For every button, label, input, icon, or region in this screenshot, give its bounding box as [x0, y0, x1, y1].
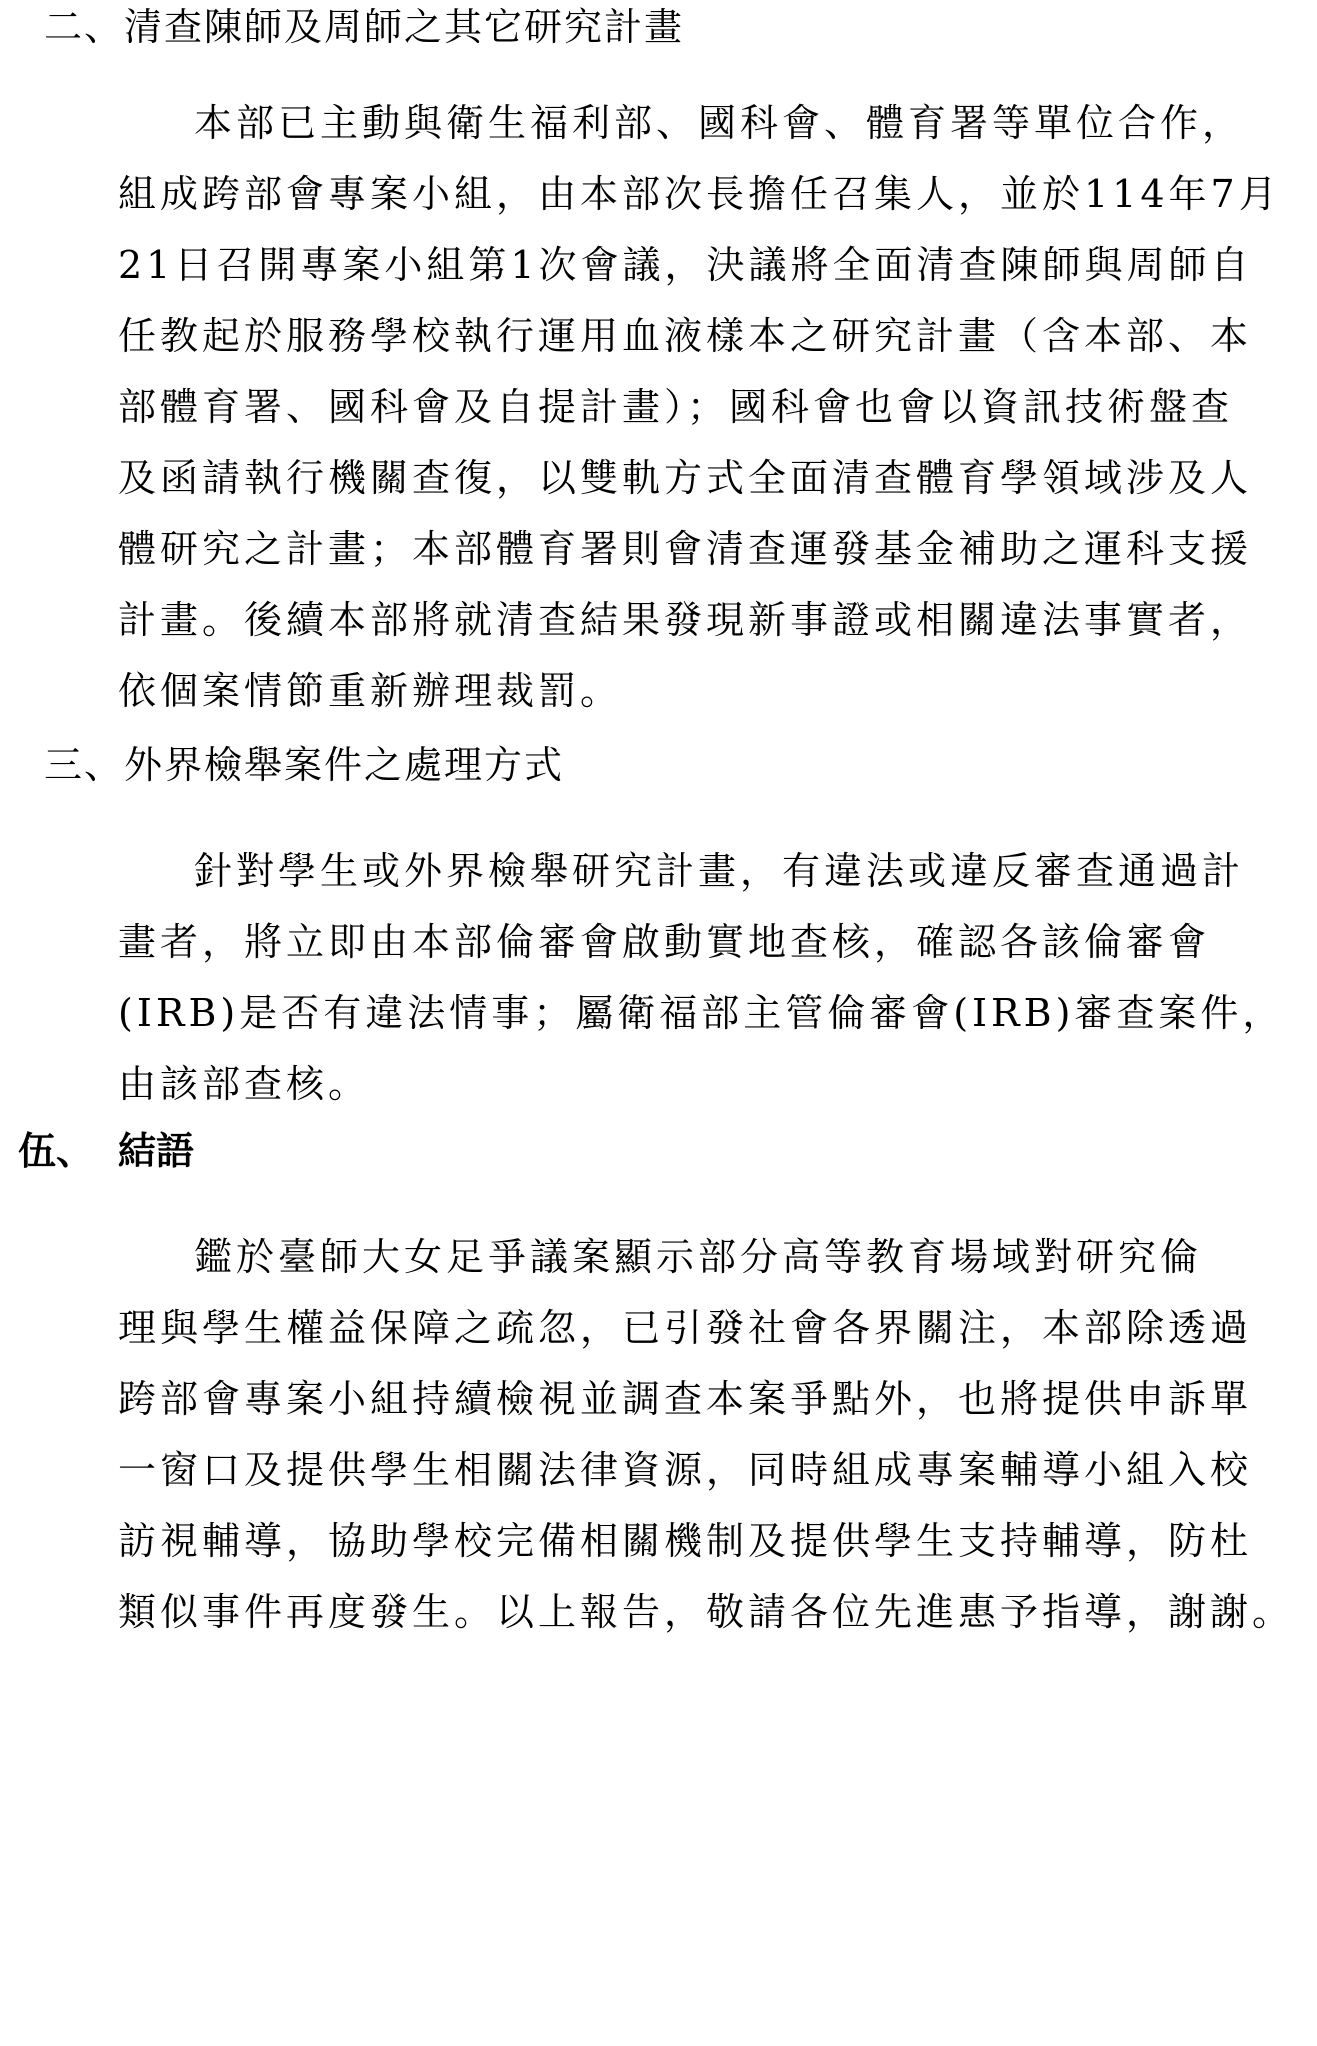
- paragraph-line: 訪視輔導，協助學校完備相關機制及提供學生支持輔導，防杜: [118, 1519, 1253, 1563]
- paragraph-line: 及函請執行機關查復，以雙軌方式全面清查體育學領域涉及人: [118, 456, 1253, 500]
- section-two-paragraph: [118, 88, 1281, 727]
- paragraph-line: 類似事件再度發生。以上報告，敬請各位先進惠予指導，謝謝。: [118, 1590, 1295, 1634]
- paragraph-line: 21日召開專案小組第1次會議，決議將全面清查陳師與周師自: [118, 243, 1253, 287]
- paragraph-line: (IRB)是否有違法情事；屬衛福部主管倫審會(IRB)審查案件，: [118, 991, 1285, 1035]
- section-five-paragraph: [118, 1222, 1294, 1648]
- section-five-heading: [18, 1126, 194, 1176]
- paragraph-line: 畫者，將立即由本部倫審會啟動實地查核，確認各該倫審會: [118, 920, 1211, 964]
- section-three-paragraph: [118, 836, 1284, 1120]
- section-five-title: 結語: [118, 1128, 195, 1173]
- paragraph-line: 鑑於臺師大女足爭議案顯示部分高等教育場域對研究倫: [194, 1235, 1203, 1279]
- paragraph-line: 體研究之計畫；本部體育署則會清查運發基金補助之運科支援: [118, 527, 1253, 571]
- paragraph-line: 任教起於服務學校執行運用血液樣本之研究計畫（含本部、本: [118, 314, 1253, 358]
- section-three-heading: 三、外界檢舉案件之處理方式: [44, 743, 565, 787]
- paragraph-line: 依個案情節重新辦理裁罰。: [118, 669, 623, 713]
- paragraph-line: 由該部查核。: [118, 1062, 371, 1106]
- paragraph-line: 一窗口及提供學生相關法律資源，同時組成專案輔導小組入校: [118, 1448, 1253, 1492]
- paragraph-line: 理與學生權益保障之疏忽，已引發社會各界關注，本部除透過: [118, 1306, 1253, 1350]
- paragraph-line: 本部已主動與衛生福利部、國科會、體育署等單位合作，: [194, 101, 1245, 145]
- paragraph-line: 針對學生或外界檢舉研究計畫，有違法或違反審查通過計: [194, 849, 1245, 893]
- section-two-heading: 二、清查陳師及周師之其它研究計畫: [44, 5, 685, 49]
- paragraph-line: 計畫。後續本部將就清查結果發現新事證或相關違法事實者，: [118, 598, 1253, 642]
- paragraph-line: 部體育署、國科會及自提計畫）；國科會也會以資訊技術盤查: [118, 385, 1234, 429]
- paragraph-line: 組成跨部會專案小組，由本部次長擔任召集人，並於114年7月: [118, 172, 1281, 216]
- paragraph-line: 跨部會專案小組持續檢視並調查本案爭點外，也將提供申訴單: [118, 1377, 1253, 1421]
- section-five-number: 伍、: [18, 1128, 95, 1173]
